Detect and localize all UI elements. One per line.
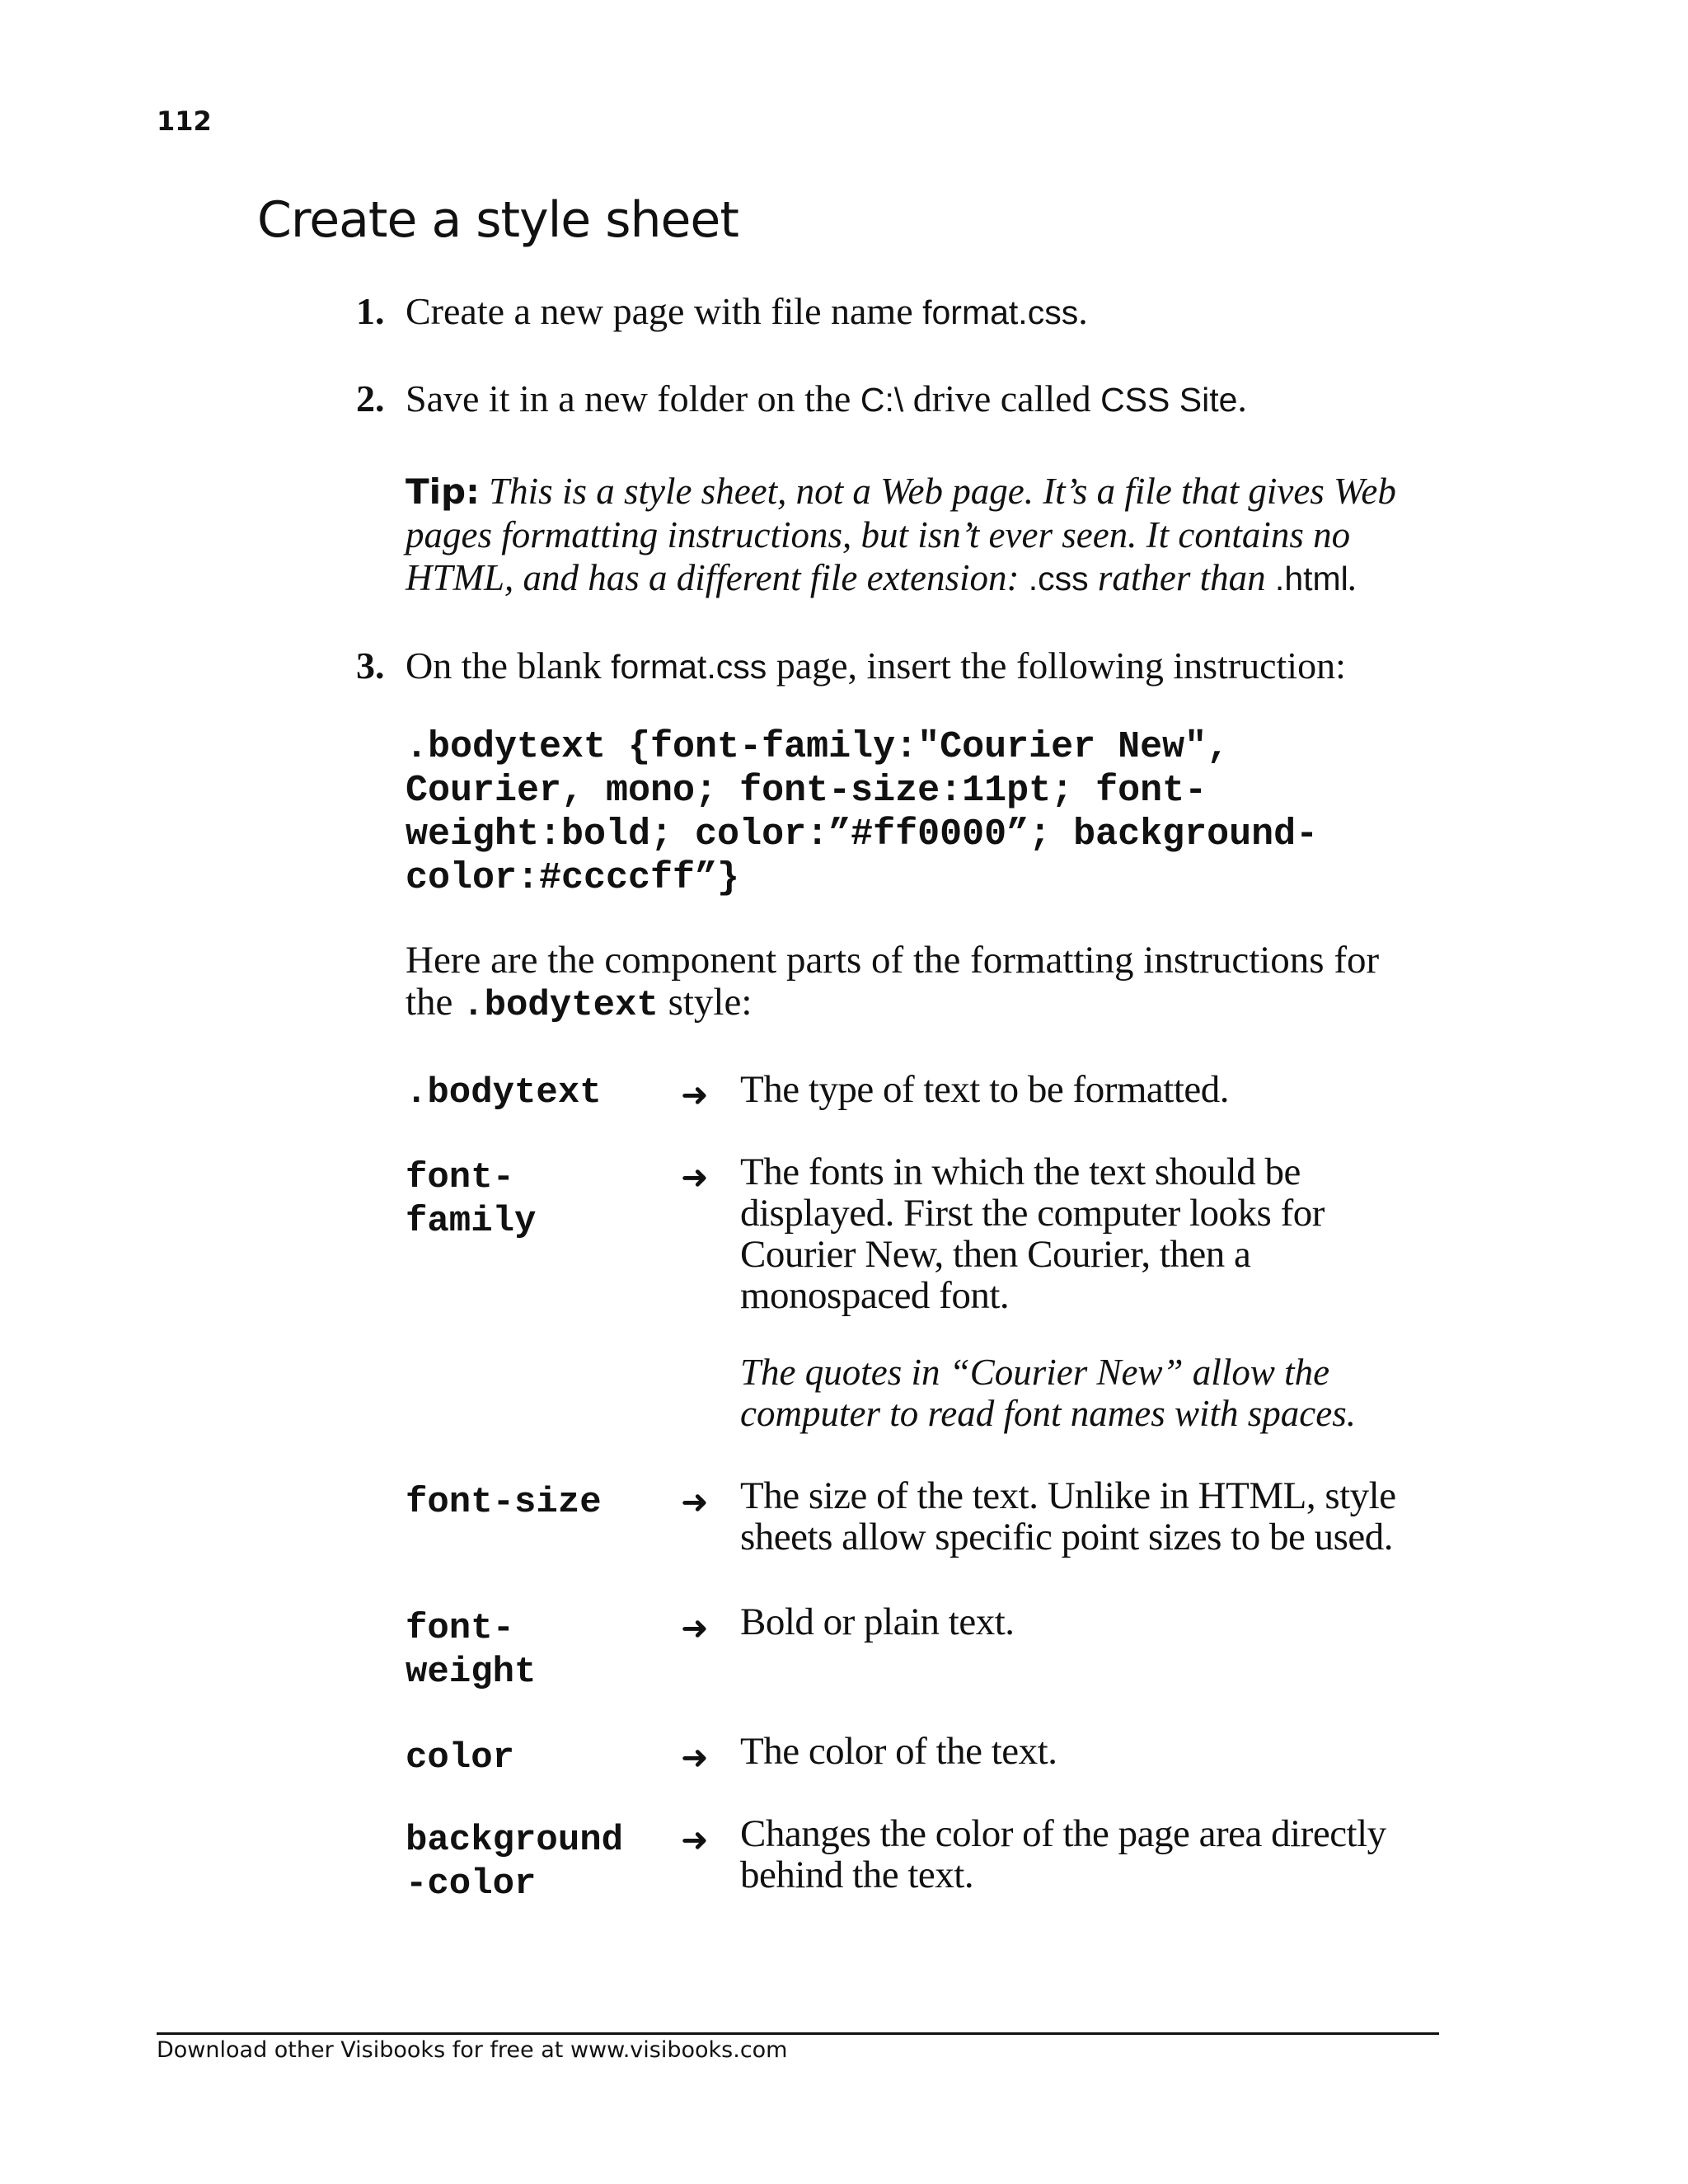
definition-description: The color of the text.: [740, 1730, 1057, 1773]
class-name-code: .bodytext: [462, 985, 659, 1026]
definition-term: font-size: [406, 1482, 602, 1523]
step-number: 1.: [356, 290, 385, 332]
arrow-right-icon: ➜: [681, 1739, 709, 1777]
definition-term: font- family: [406, 1157, 537, 1242]
tip: [406, 470, 1419, 600]
arrow-right-icon: ➜: [681, 1821, 709, 1859]
page-number: 112: [157, 105, 212, 137]
definition-description: Bold or plain text.: [740, 1601, 1015, 1643]
footer-text: Download other Visibooks for free at www.visibooks.com: [157, 2037, 788, 2063]
intro-text: Here are the component parts of the formatting instructions for the: [406, 939, 1380, 1024]
step-number: 2.: [356, 377, 385, 419]
arrow-right-icon: ➜: [681, 1610, 709, 1647]
code-block: .bodytext {font-family:"Courier New", Courier, mono; font-size:11pt; font- weight:bold; color:”#ff0000”; background- color:#ccccff”}: [406, 726, 1319, 899]
definition-description: The fonts in which the text should be displayed. First the computer looks for Courier New, then Courier, then a monospaced font.: [740, 1151, 1325, 1317]
file-name-code: format.css: [922, 293, 1079, 331]
definition-note: The quotes in “Courier New” allow the computer to read font names with spaces.: [740, 1352, 1357, 1434]
extension-css: .css: [1028, 560, 1089, 598]
tip-text: rather than: [1088, 557, 1275, 598]
definition-term: .bodytext: [406, 1072, 602, 1113]
definition-description: The size of the text. Unlike in HTML, style sheets allow specific point sizes to be used.: [740, 1474, 1396, 1558]
step-end: .: [1237, 377, 1247, 419]
footer-divider: [157, 2032, 1439, 2035]
step-text: Save it in a new folder on the: [406, 377, 860, 419]
file-name-code: format.css: [611, 648, 767, 686]
tip-text: This is a style sheet, not a Web page. It’s a file that gives Web pages formatting instructions, but isn’t ever seen. It contains no HTML, and has a different file extension:: [406, 471, 1396, 598]
intro-text: style:: [658, 981, 753, 1024]
intro-paragraph: [406, 940, 1428, 1027]
arrow-right-icon: ➜: [681, 1483, 709, 1521]
tip-label: Tip:: [406, 471, 480, 512]
step-text: On the blank: [406, 644, 612, 687]
definition-term: background -color: [406, 1820, 624, 1905]
step-text: page, insert the following instruction:: [767, 644, 1346, 687]
arrow-right-icon: ➜: [681, 1076, 709, 1114]
step-2: [356, 376, 1247, 421]
drive-code: C:\: [860, 381, 904, 419]
step-end: .: [1078, 290, 1088, 332]
extension-html: .html: [1274, 560, 1348, 598]
page-title: Create a style sheet: [257, 191, 738, 249]
definition-description: The type of text to be formatted.: [740, 1068, 1229, 1111]
step-text: Create a new page with file name: [406, 290, 923, 332]
step-1: [356, 288, 1088, 334]
step-text: drive called: [903, 377, 1101, 419]
step-3: [356, 643, 1346, 688]
arrow-right-icon: ➜: [681, 1159, 709, 1197]
folder-name-code: CSS Site: [1100, 381, 1238, 419]
definition-description: Changes the color of the page area directly behind the text.: [740, 1812, 1386, 1896]
definition-term: font- weight: [406, 1608, 537, 1693]
tip-end: .: [1348, 557, 1358, 598]
step-number: 3.: [356, 644, 385, 687]
definition-term: color: [406, 1737, 515, 1779]
